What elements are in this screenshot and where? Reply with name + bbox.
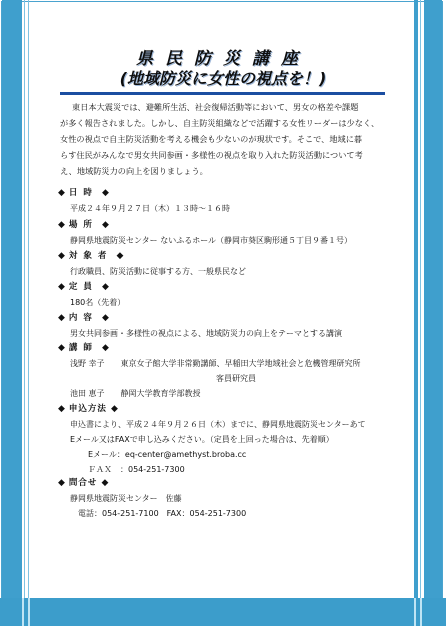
section-text: 平成２４年９月２７日（木）１３時～１６時: [70, 204, 230, 213]
section-label: 問合せ: [68, 478, 98, 488]
section-place: [58, 218, 403, 248]
section-label: 内容: [68, 313, 98, 323]
diamond-icon: ◆: [58, 478, 65, 488]
section-capacity: [58, 280, 403, 310]
lecturer-line: 池田 恵子 静岡大学教育学部教授: [70, 389, 201, 398]
intro-paragraph: [60, 99, 390, 179]
section-contact: [58, 476, 403, 521]
section-text: 180名（先着）: [70, 298, 126, 307]
intro-line: が多く報告されました。しかし、自主防災組織などで活躍する女性リーダーは少なく、: [60, 118, 380, 128]
left-thin-line-2: [28, 0, 29, 626]
section-text: 行政職員、防災活動に従事する方、一般県民など: [70, 267, 246, 276]
section-target: [58, 249, 403, 279]
right-blue-line: [414, 0, 418, 626]
diamond-icon: ◆: [101, 478, 109, 488]
section-label: 場所: [68, 220, 98, 230]
lecturer-line: 客員研究員: [216, 374, 256, 383]
diamond-icon: ◆: [58, 220, 65, 230]
section-label: 対象者: [68, 251, 113, 261]
title-rule: [60, 92, 385, 95]
diamond-icon: ◆: [101, 343, 109, 353]
bottom-band: [0, 598, 446, 626]
section-lecturer: [58, 341, 403, 401]
apply-fax: ＦＡＸ ：054-251-7300: [88, 465, 185, 474]
apply-line: 申込書により、平成２４年９月２６日（木）までに、静岡県地震防災センターあて: [70, 420, 366, 429]
diamond-icon: ◆: [58, 313, 65, 323]
apply-line: Eメール又はFAXで申し込みください。（定員を上回った場合は、先着順）: [70, 435, 334, 444]
section-label: 定員: [68, 282, 98, 292]
section-label: 講師: [68, 343, 98, 353]
diamond-icon: ◆: [58, 188, 65, 198]
section-text: 男女共同参画・多様性の視点による、地域防災力の向上をテーマとする講演: [70, 329, 342, 338]
lecturer-line: 浅野 幸子 東京女子館大学非常勤講師、早稲田大学地域社会と危機管理研究所: [70, 359, 361, 368]
diamond-icon: ◆: [116, 251, 124, 261]
section-label: 日時: [68, 188, 98, 198]
page-subtitle: (地域防災に女性の視点を！): [119, 69, 327, 88]
intro-line: 女性の視点で自主防災活動を考える機会も少ないのが現状です。そこで、地域に暮: [60, 134, 363, 144]
diamond-icon: ◆: [101, 282, 109, 292]
page-title: 県民防災講座: [136, 49, 310, 69]
diamond-icon: ◆: [58, 282, 65, 292]
diamond-icon: ◆: [58, 251, 65, 261]
diamond-icon: ◆: [101, 313, 109, 323]
intro-line: え、地域防災力の向上を図りましょう。: [60, 166, 208, 176]
diamond-icon: ◆: [101, 220, 109, 230]
intro-line: らす住民がみんなで男女共同参画・多様性の視点を取り入れた防災活動について考: [60, 150, 363, 160]
section-content: [58, 311, 403, 341]
contact-line: 電話：054-251-7100 FAX：054-251-7300: [78, 509, 247, 518]
right-blue-bar: [424, 0, 442, 626]
left-thin-line: [24, 0, 25, 626]
section-label: 申込方法: [68, 404, 107, 414]
diamond-icon: ◆: [101, 188, 109, 198]
section-text: 静岡県地震防災センター ないふるホール（静岡市葵区駒形通５丁目９番１号）: [70, 236, 353, 245]
diamond-icon: ◆: [58, 343, 65, 353]
diamond-icon: ◆: [110, 404, 118, 414]
contact-line: 静岡県地震防災センター 佐藤: [70, 494, 182, 503]
apply-email: Eメール：eq-center@amethyst.broba.cc: [88, 450, 247, 459]
intro-line: 東日本大震災では、避難所生活、社会復帰活動等において、男女の格差や課題: [72, 102, 359, 112]
left-blue-bar: [2, 0, 22, 626]
right-thin-line: [420, 0, 421, 626]
section-apply: [58, 402, 403, 477]
diamond-icon: ◆: [58, 404, 65, 414]
section-date: [58, 186, 403, 216]
